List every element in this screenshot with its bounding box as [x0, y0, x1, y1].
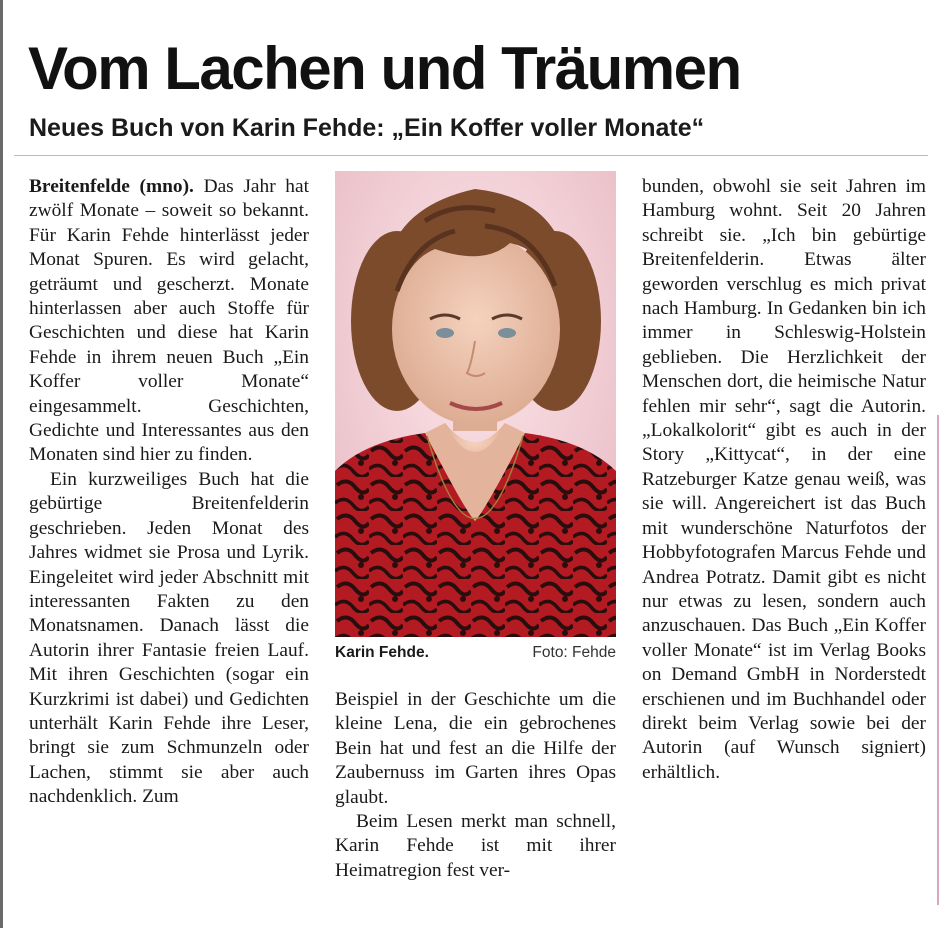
- paragraph-1-text: Das Jahr hat zwölf Monate – soweit so bekannt. Für Karin Fehde hinterlässt jeder Monat Spuren. Es wird gelacht, geträumt und gescherzt. Monate hinterlassen aber auch Stoffe für Geschichten und diese hat Karin Fehde in ihrem neuen Buch „Ein Koffer voller Monate“ eingesammelt. Geschichten, Gedichte und Interessantes aus den Monaten sind hier zu finden.: [29, 176, 309, 466]
- paragraph-5: bunden, obwohl sie seit Jahren im Hamburg wohnt. Seit 20 Jahren schreibt sie. „Ich bin gebürtige Breitenfelderin. Etwas älter geworden verschlug es mich privat nach Hamburg. In Gedanken bin ich immer in Schleswig-Holstein geblieben. Die Herzlichkeit der Menschen dort, die heimische Natur fehlen mir sehr“, sagt die Autorin. „Lokalkolorit“ gibt es auch in der Story „Kittycat“, in der eine Ratzeburger Katze genau weiß, was sie will. Angereichert ist das Buch mit wunderschöne Naturfotos der Hobbyfotografen Marcus Fehde und Andrea Potratz. Damit gibt es nicht nur etwas zu lesen, sondern auch anzuschauen. Das Buch „Ein Koffer voller Monate“ ist im Verlag Books on Demand GmbH in Norderstedt erschienen und im Buchhandel oder direkt beim Verlag sowie bei der Autorin (auf Wunsch signiert) erhältlich.: [642, 176, 926, 783]
- text-column-3: [642, 175, 926, 785]
- article-subheadline: Neues Buch von Karin Fehde: „Ein Koffer voller Monate“: [29, 114, 705, 142]
- text-column-1: [29, 175, 309, 810]
- adjacent-column-rule: [937, 415, 939, 905]
- article-headline: Vom Lachen und Träumen: [28, 35, 741, 102]
- page-edge-rule: [0, 0, 3, 928]
- dateline: Breitenfelde (mno).: [29, 176, 194, 197]
- paragraph-1: [29, 175, 309, 468]
- author-portrait-photo: [335, 171, 616, 637]
- header-divider: [14, 155, 928, 156]
- paragraph-4: Beim Lesen merkt man schnell, Karin Fehde ist mit ihrer Heimatregion fest ver-: [335, 811, 616, 881]
- text-column-2: [335, 688, 616, 883]
- paragraph-3: Beispiel in der Geschichte um die kleine Lena, die ein gebrochenes Bein hat und fest an die Hilfe der Zaubernuss im Garten ihres Opas glaubt.: [335, 689, 616, 808]
- caption-credit: Foto: Fehde: [532, 644, 616, 661]
- paragraph-2: Ein kurzweiliges Buch hat die gebürtige Breitenfelderin geschrieben. Jeden Monat des Jahres widmet sie Prosa und Lyrik. Eingeleitet wird jeder Abschnitt mit interessanten Fakten zu den Monatsnamen. Danach lässt die Autorin ihrer Fantasie freien Lauf. Mit ihren Geschichten (sogar ein Kurzkrimi ist dabei) und Gedichten unterhält Karin Fehde ihre Leser, bringt sie zum Schmunzeln oder Lachen, stimmt sie aber auch nachdenklich. Zum: [29, 468, 309, 808]
- photo-caption: [335, 642, 616, 668]
- caption-name: Karin Fehde.: [335, 644, 429, 661]
